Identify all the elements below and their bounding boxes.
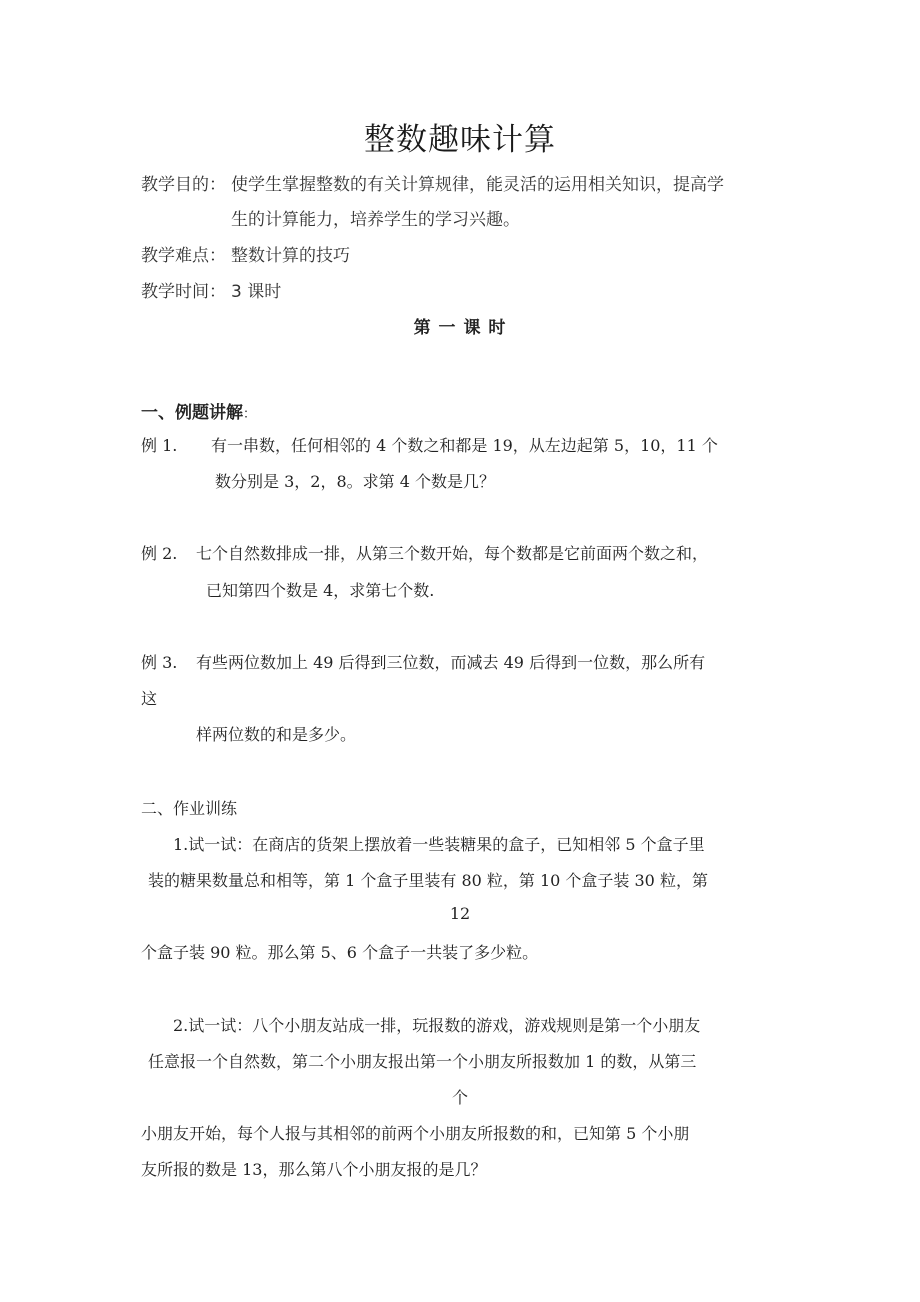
example-1-line1: 有一串数，任何相邻的 4 个数之和都是 19，从左边起第 5，10，11 个 (211, 436, 718, 455)
example-2-line2: 已知第四个数是 4，求第七个数. (206, 581, 435, 600)
exercise-1-line1: 1.试一试：在商店的货架上摆放着一些装糖果的盒子，已知相邻 5 个盒子里 (173, 835, 705, 854)
example-3-label: 例 3. (141, 653, 178, 672)
time-label: 教学时间： (141, 282, 226, 302)
example-3-line1-overflow: 这 (141, 689, 158, 708)
objective-label: 教学目的： (141, 175, 226, 195)
example-3-line1: 有些两位数加上 49 后得到三位数，而减去 49 后得到一位数，那么所有 (196, 653, 706, 672)
exercise-2-line4: 小朋友开始，每个人报与其相邻的前两个小朋友所报数的和，已知第 5 个小朋 (141, 1124, 690, 1143)
exercise-2-line3: 个 (451, 1088, 468, 1107)
difficulty-text: 整数计算的技巧 (231, 246, 350, 266)
section1-heading-colon: ： (243, 407, 257, 422)
section1-heading (141, 398, 256, 423)
exercise-2-line1: 2.试一试：八个小朋友站成一排，玩报数的游戏，游戏规则是第一个小朋友 (173, 1016, 701, 1035)
difficulty-label: 教学难点： (141, 246, 226, 266)
time-text: 3 课时 (231, 282, 282, 302)
example-1-line2: 数分别是 3，2，8。求第 4 个数是几？ (215, 472, 495, 491)
section2-heading: 二、作业训练 (141, 799, 238, 818)
exercise-1-line4: 个盒子装 90 粒。那么第 5、6 个盒子一共装了多少粒。 (141, 943, 539, 962)
example-2-label: 例 2. (141, 544, 178, 563)
example-3-line2: 样两位数的和是多少。 (196, 725, 357, 744)
exercise-2-line2: 任意报一个自然数，第二个小朋友报出第一个小朋友所报数加 1 的数，从第三 (148, 1052, 697, 1071)
lesson-heading: 第 一 课 时 (413, 318, 507, 338)
exercise-1-line3: 12 (449, 904, 471, 923)
example-2-line1: 七个自然数排成一排，从第三个数开始，每个数都是它前面两个数之和， (196, 544, 709, 563)
objective-text-line2: 生的计算能力，培养学生的学习兴趣。 (231, 210, 520, 230)
document-title: 整数趣味计算 (364, 122, 556, 158)
exercise-1-line2: 装的糖果数量总和相等，第 1 个盒子里装有 80 粒，第 10 个盒子装 30 粒，第 (148, 871, 708, 890)
exercise-2-line5: 友所报的数是 13，那么第八个小朋友报的是几？ (141, 1160, 487, 1179)
section1-heading-text: 一、例题讲解 (141, 403, 243, 423)
objective-text-line1: 使学生掌握整数的有关计算规律，能灵活的运用相关知识，提高学 (231, 175, 724, 195)
example-1-label: 例 1. (141, 436, 178, 455)
